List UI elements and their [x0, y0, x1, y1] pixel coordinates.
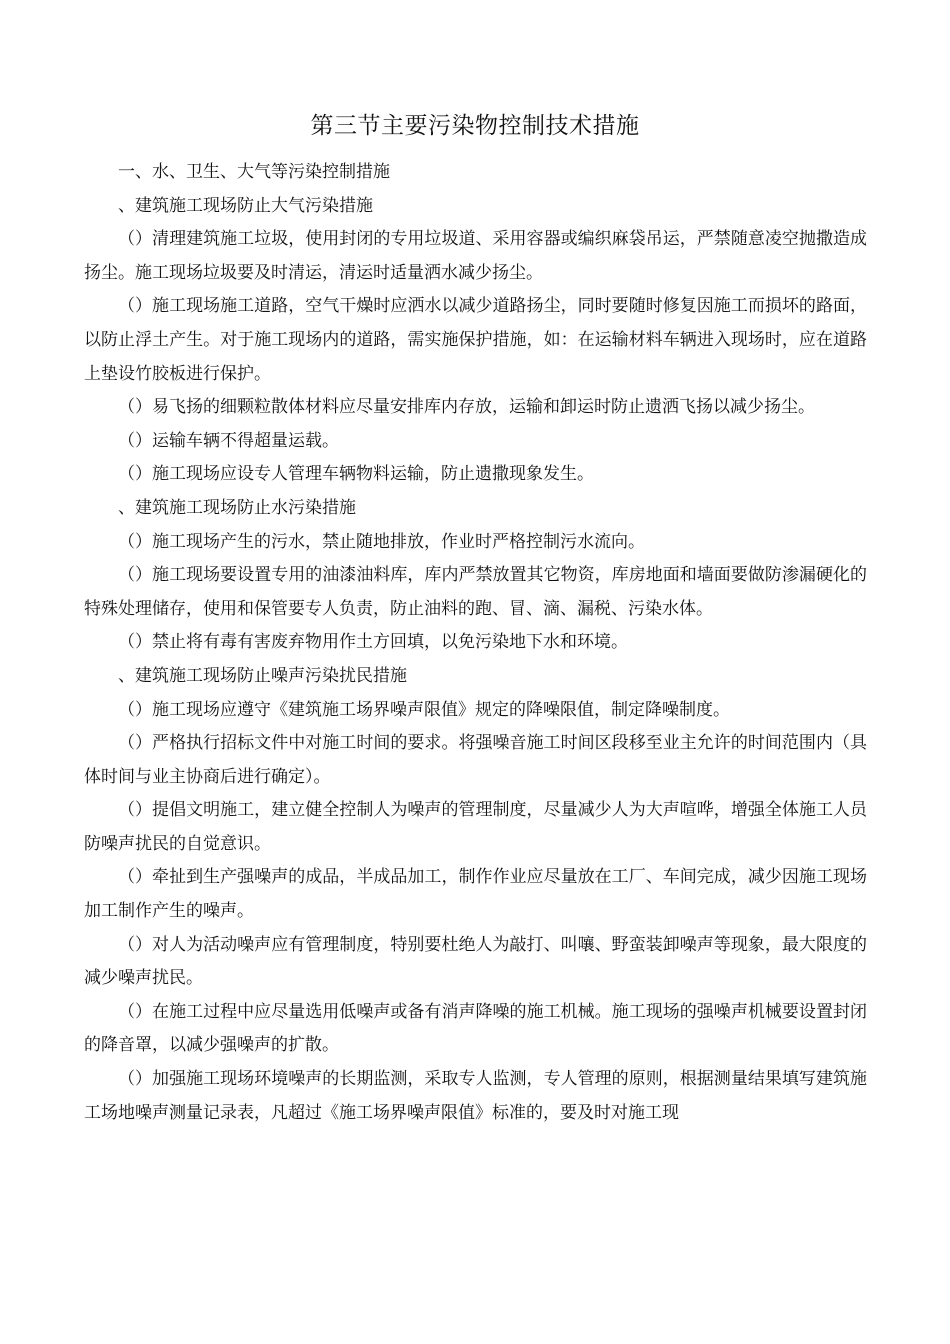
paragraph: （）施工现场应遵守《建筑施工场界噪声限值》规定的降噪限值，制定降噪制度。	[118, 699, 730, 720]
paragraph: （）易飞扬的细颗粒散体材料应尽量安排库内存放，运输和卸运时防止遗洒飞扬以减少扬尘。	[118, 397, 815, 418]
paragraph: （）牵扯到生产强噪声的成品，半成品加工，制作作业应尽量放在工厂、车间完成，减少因施工现场加工制作产生的噪声。	[84, 867, 867, 922]
document-title: 第三节主要污染物控制技术措施	[310, 113, 640, 139]
subsection-heading: 、建筑施工现场防止大气污染措施	[118, 195, 373, 216]
subsection-heading: 、建筑施工现场防止水污染措施	[118, 497, 356, 518]
paragraph: （）施工现场要设置专用的油漆油料库，库内严禁放置其它物资，库房地面和墙面要做防渗漏硬化的特殊处理储存，使用和保管要专人负责，防止油料的跑、冒、滴、漏税、污染水体。	[84, 565, 867, 619]
paragraph: （）施工现场施工道路，空气干燥时应洒水以减少道路扬尘，同时要随时修复因施工而损坏的路面，以防止浮土产生。对于施工现场内的道路，需实施保护措施，如：在运输材料车辆进入现场时，应在道路上垫设竹胶板进行保护。	[84, 296, 867, 384]
paragraph: （）清理建筑施工垃圾，使用封闭的专用垃圾道、采用容器或编织麻袋吊运，严禁随意凌空抛撒造成扬尘。施工现场垃圾要及时清运，清运时适量洒水减少扬尘。	[84, 229, 867, 283]
paragraph: （）运输车辆不得超量运载。	[118, 430, 339, 451]
paragraph: （）施工现场应设专人管理车辆物料运输，防止遗撒现象发生。	[118, 464, 594, 485]
paragraph: （）在施工过程中应尽量选用低噪声或备有消声降噪的施工机械。施工现场的强噪声机械要设置封闭的降音罩，以减少强噪声的扩散。	[84, 1001, 867, 1056]
paragraph: （）施工现场产生的污水，禁止随地排放，作业时严格控制污水流向。	[118, 531, 645, 552]
paragraph: （）禁止将有毒有害废弃物用作土方回填，以免污染地下水和环境。	[118, 632, 628, 653]
document-body	[84, 156, 867, 1130]
paragraph: （）对人为活动噪声应有管理制度，特别要杜绝人为敲打、叫嚷、野蛮装卸噪声等现象，最大限度的减少噪声扰民。	[84, 934, 867, 989]
paragraph: （）加强施工现场环境噪声的长期监测，采取专人监测，专人管理的原则，根据测量结果填写建筑施工场地噪声测量记录表，凡超过《施工场界噪声限值》标准的，要及时对施工现	[84, 1069, 867, 1123]
section-heading: 一、水、卫生、大气等污染控制措施	[118, 162, 390, 182]
paragraph: （）提倡文明施工，建立健全控制人为噪声的管理制度，尽量减少人为大声喧哗，增强全体施工人员防噪声扰民的自觉意识。	[84, 800, 867, 854]
subsection-heading: 、建筑施工现场防止噪声污染扰民措施	[118, 665, 407, 686]
paragraph: （）严格执行招标文件中对施工时间的要求。将强噪音施工时间区段移至业主允许的时间范围内（具体时间与业主协商后进行确定）。	[84, 733, 867, 787]
